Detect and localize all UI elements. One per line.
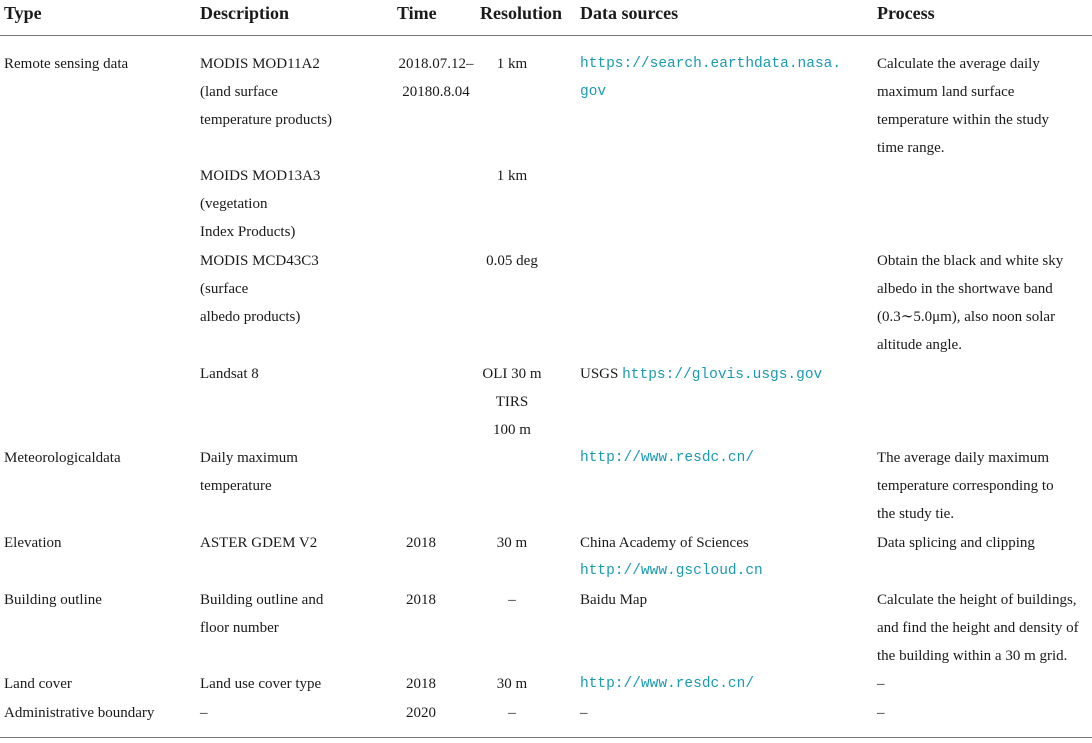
res-mcd43c3: 0.05 deg — [486, 253, 538, 269]
process-building: Calculate the height of buildings, and find the height and density of the building within a 30 m grid. — [877, 592, 1079, 664]
desc-elevation: ASTER GDEM V2 — [200, 535, 318, 551]
desc-landsat8: Landsat 8 — [200, 366, 259, 382]
desc-land-cover: Land use cover type — [200, 676, 322, 692]
header-description: Description — [200, 3, 289, 23]
process-meteorological: The average daily maximum temperature corresponding to the study tie. — [877, 450, 1054, 522]
desc-mcd43c3: MODIS MCD43C3 (surface albedo products) — [200, 253, 319, 325]
type-elevation: Elevation — [4, 535, 62, 551]
source-landsat8: USGS https://glovis.usgs.gov — [580, 366, 823, 383]
top-rule — [0, 35, 1092, 36]
source-link-glovis[interactable]: https://glovis.usgs.gov — [622, 367, 823, 383]
type-building: Building outline — [4, 592, 102, 608]
header-type: Type — [4, 3, 42, 23]
desc-mod13a3: MOIDS MOD13A3 (vegetation Index Products) — [200, 168, 321, 240]
time-building: 2018 — [406, 592, 436, 608]
type-meteorological: Meteorologicaldata — [4, 450, 121, 466]
type-land-cover: Land cover — [4, 676, 72, 692]
bottom-rule — [0, 737, 1092, 738]
source-admin-boundary: – — [580, 705, 588, 721]
desc-meteorological: Daily maximum temperature — [200, 450, 298, 494]
header-process: Process — [877, 3, 935, 23]
time-elevation: 2018 — [406, 535, 436, 551]
process-elevation: Data splicing and clipping — [877, 535, 1035, 551]
time-mod11a2: 2018.07.12– 20180.8.04 — [398, 56, 474, 100]
process-land-cover: – — [877, 676, 885, 692]
source-link-gscloud[interactable]: http://www.gscloud.cn — [580, 563, 763, 579]
process-mcd43c3: Obtain the black and white sky albedo in the shortwave band (0.3∼5.0μm), also noon solar altitude angle. — [877, 253, 1064, 353]
time-admin-boundary: 2020 — [406, 705, 436, 721]
res-mod11a2: 1 km — [496, 56, 528, 72]
res-admin-boundary: – — [508, 705, 516, 721]
type-admin-boundary: Administrative boundary — [4, 705, 155, 721]
source-link-resdc-landcover[interactable]: http://www.resdc.cn/ — [580, 676, 755, 692]
source-link-earthdata[interactable]: https://search.earthdata.nasa. gov — [580, 56, 842, 100]
header-time: Time — [397, 3, 437, 23]
desc-mod11a2: MODIS MOD11A2 (land surface temperature products) — [200, 56, 333, 128]
res-landsat8: OLI 30 m TIRS 100 m — [482, 366, 542, 438]
source-link-resdc-meteo[interactable]: http://www.resdc.cn/ — [580, 450, 755, 466]
res-elevation: 30 m — [496, 535, 528, 551]
process-mod11a2: Calculate the average daily maximum land surface temperature within the study time range. — [877, 56, 1050, 156]
time-land-cover: 2018 — [406, 676, 436, 692]
source-elevation: China Academy of Sciences http://www.gscloud.cn — [580, 529, 763, 585]
header-data-sources: Data sources — [580, 3, 679, 23]
desc-admin-boundary: – — [200, 705, 208, 721]
header-resolution: Resolution — [480, 3, 563, 23]
desc-building: Building outline and floor number — [200, 592, 324, 636]
res-land-cover: 30 m — [496, 676, 528, 692]
res-mod13a3: 1 km — [496, 168, 528, 184]
res-building: – — [508, 592, 516, 608]
process-admin-boundary: – — [877, 705, 885, 721]
type-remote-sensing: Remote sensing data — [4, 56, 129, 72]
source-building: Baidu Map — [580, 592, 648, 608]
